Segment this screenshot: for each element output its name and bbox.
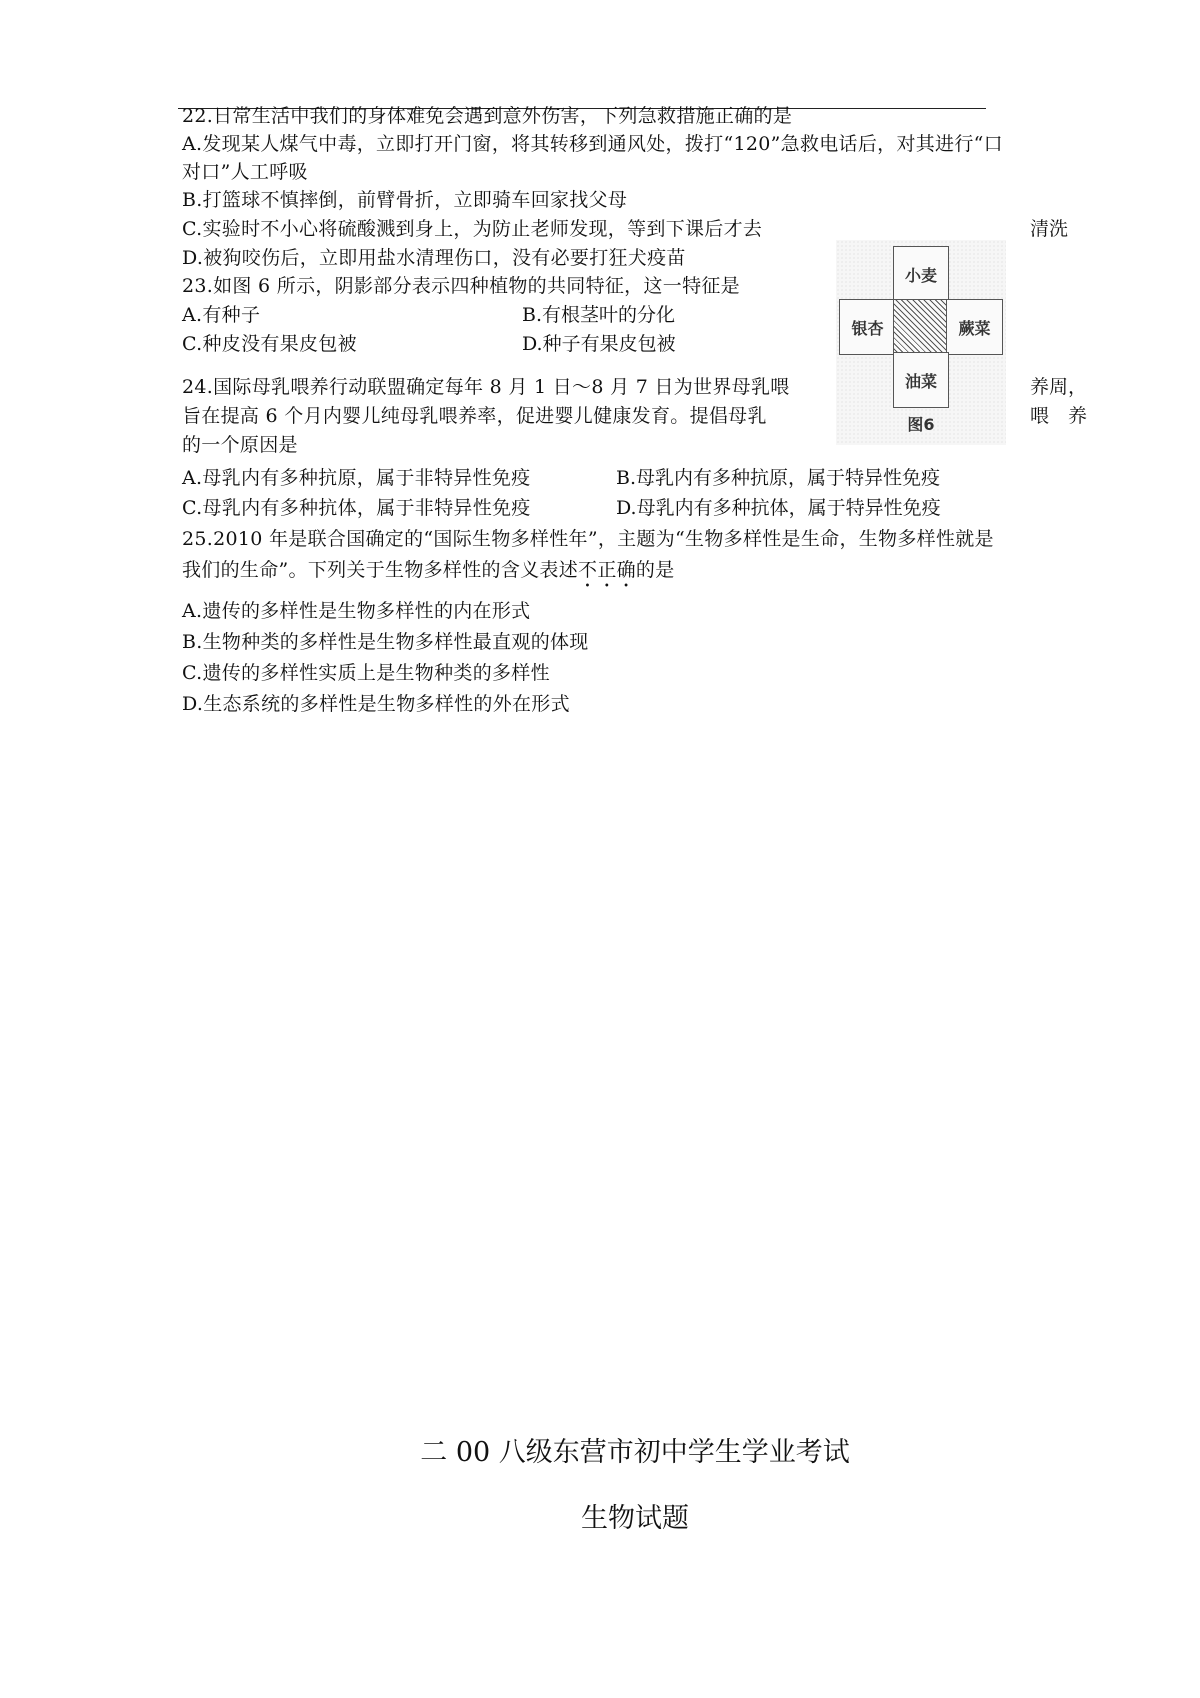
exam-subtitle: 生物试题 <box>581 1503 689 1534</box>
q25-option-b: B.生物种类的多样性是生物多样性最直观的体现 <box>182 631 589 653</box>
q23-option-b: B.有根茎叶的分化 <box>522 304 676 326</box>
q23-option-c: C.种皮没有果皮包被 <box>182 333 357 355</box>
q22-option-c-end: 清洗 <box>1030 218 1069 240</box>
figure-cell-fern: 蕨菜 <box>946 299 1003 355</box>
q25-stem-line1: 25.2010 年是联合国确定的“国际生物多样性年”，主题为“生物多样性是生命，生物多样性就是 <box>182 528 994 550</box>
q25-stem-text: 我们的生命”。下列关于生物多样性的含义表述 <box>182 559 579 581</box>
figure-cell-ginkgo: 银杏 <box>839 299 896 355</box>
q24-option-d: D.母乳内有多种抗体，属于特异性免疫 <box>616 497 941 519</box>
q25-option-a: A.遗传的多样性是生物多样性的内在形式 <box>182 600 531 622</box>
q24-option-b: B.母乳内有多种抗原，属于特异性免疫 <box>616 467 941 489</box>
q22-option-a-line1: A.发现某人煤气中毒，立即打开门窗，将其转移到通风处，拨打“120”急救电话后，对其进行“口 <box>182 133 1003 155</box>
q22-option-b: B.打篮球不慎摔倒，前臂骨折，立即骑车回家找父母 <box>182 189 628 211</box>
q25-option-c: C.遗传的多样性实质上是生物种类的多样性 <box>182 662 550 684</box>
q24-stem-line2: 旨在提高 6 个月内婴儿纯母乳喂养率，促进婴儿健康发育。提倡母乳 <box>182 405 767 427</box>
q25-emphasis-not-correct: 不正确 <box>578 559 636 581</box>
q24-option-c: C.母乳内有多种抗体，属于非特异性免疫 <box>182 497 531 519</box>
figure-cell-wheat: 小麦 <box>893 246 949 302</box>
q25-option-d: D.生态系统的多样性是生物多样性的外在形式 <box>182 693 570 715</box>
q24-stem-line3: 的一个原因是 <box>182 434 298 456</box>
q24-option-a: A.母乳内有多种抗原，属于非特异性免疫 <box>182 467 531 489</box>
figure-caption: 图6 <box>907 415 935 434</box>
q24-stem-line2-end: 喂 养 <box>1030 405 1088 427</box>
figure-shaded-center <box>893 299 949 355</box>
q22-option-a-line2: 对口”人工呼吸 <box>182 161 308 183</box>
q24-stem-line1-end: 养周， <box>1030 376 1088 398</box>
q22-option-d: D.被狗咬伤后，立即用盐水清理伤口，没有必要打狂犬疫苗 <box>182 247 686 269</box>
q25-stem-line2 <box>182 557 675 592</box>
q23-option-a: A.有种子 <box>182 304 261 326</box>
figure-6 <box>836 240 1006 445</box>
q22-option-c: C.实验时不小心将硫酸溅到身上，为防止老师发现，等到下课后才去 <box>182 218 763 240</box>
q23-option-d: D.种子有果皮包被 <box>522 333 676 355</box>
figure-cell-rapeseed: 油菜 <box>893 352 949 408</box>
q23-stem: 23.如图 6 所示，阴影部分表示四种植物的共同特征，这一特征是 <box>182 275 740 297</box>
q25-stem-end: 的是 <box>635 559 675 581</box>
q24-stem-line1: 24.国际母乳喂养行动联盟确定每年 8 月 1 日～8 月 7 日为世界母乳喂 <box>182 376 790 398</box>
q22-stem: 22.日常生活中我们的身体难免会遇到意外伤害，下列急救措施正确的是 <box>182 105 793 127</box>
exam-title: 二 00 八级东营市初中学生学业考试 <box>420 1437 850 1468</box>
